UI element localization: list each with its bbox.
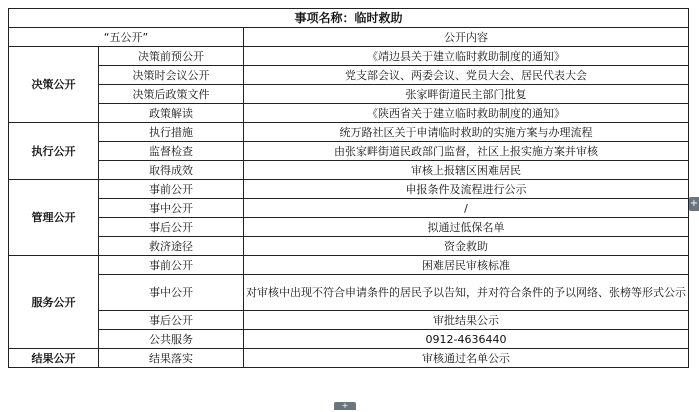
- row-item: 决策时会议公开: [99, 66, 244, 85]
- expand-column-handle[interactable]: +: [689, 198, 699, 209]
- row-content: 党支部会议、两委会议、党员大会、居民代表大会: [244, 66, 689, 85]
- row-item: 取得成效: [99, 161, 244, 180]
- table-row: [9, 218, 689, 237]
- title-row: [9, 9, 689, 28]
- row-content: 拟通过低保名单: [244, 218, 689, 237]
- table-row: [9, 275, 689, 311]
- row-content: 统万路社区关于申请临时救助的实施方案与办理流程: [244, 123, 689, 142]
- header-content: 公开内容: [244, 28, 689, 47]
- row-item: 决策前预公开: [99, 47, 244, 66]
- category-result: 结果公开: [9, 349, 99, 368]
- category-service: 服务公开: [9, 256, 99, 349]
- row-content: 张家畔街道民主部门批复: [244, 85, 689, 104]
- row-content: 困难居民审核标准: [244, 256, 689, 275]
- expand-row-handle[interactable]: +: [334, 402, 356, 410]
- table-row: [9, 161, 689, 180]
- header-row: [9, 28, 689, 47]
- table-title: 事项名称：临时救助: [9, 9, 689, 28]
- table-row: [9, 237, 689, 256]
- row-content: 审核上报辖区困难居民: [244, 161, 689, 180]
- row-content: /: [244, 199, 689, 218]
- row-item: 救济途径: [99, 237, 244, 256]
- row-content: 资金救助: [244, 237, 689, 256]
- table-row: [9, 256, 689, 275]
- table-row: [9, 123, 689, 142]
- row-content: 审批结果公示: [244, 311, 689, 330]
- category-decision: 决策公开: [9, 47, 99, 123]
- table-row: [9, 47, 689, 66]
- row-item: 政策解读: [99, 104, 244, 123]
- row-item: 事中公开: [99, 275, 244, 311]
- row-content: 由张家畔街道民政部门监督，社区上报实施方案并审核: [244, 142, 689, 161]
- row-item: 监督检查: [99, 142, 244, 161]
- row-item: 结果落实: [99, 349, 244, 368]
- category-management: 管理公开: [9, 180, 99, 256]
- disclosure-table: [8, 8, 689, 368]
- row-item: 决策后政策文件: [99, 85, 244, 104]
- table-row: [9, 85, 689, 104]
- header-five-disclosures: “五公开”: [9, 28, 244, 47]
- table-row: [9, 66, 689, 85]
- row-content: 对审核中出现不符合申请条件的居民予以告知，并对符合条件的予以网络、张榜等形式公示: [244, 275, 689, 311]
- row-item: 执行措施: [99, 123, 244, 142]
- table-row: [9, 311, 689, 330]
- table-row: [9, 142, 689, 161]
- row-content: 《靖边县关于建立临时救助制度的通知》: [244, 47, 689, 66]
- row-item: 事后公开: [99, 218, 244, 237]
- row-content: 申报条件及流程进行公示: [244, 180, 689, 199]
- row-item: 事前公开: [99, 256, 244, 275]
- row-item: 事中公开: [99, 199, 244, 218]
- table-row: [9, 199, 689, 218]
- table-row: [9, 330, 689, 349]
- row-content: 《陕西省关于建立临时救助制度的通知》: [244, 104, 689, 123]
- table-row: [9, 349, 689, 368]
- category-execution: 执行公开: [9, 123, 99, 180]
- row-item: 事前公开: [99, 180, 244, 199]
- row-item: 公共服务: [99, 330, 244, 349]
- row-item: 事后公开: [99, 311, 244, 330]
- table-row: [9, 104, 689, 123]
- row-content: 审核通过名单公示: [244, 349, 689, 368]
- table-row: [9, 180, 689, 199]
- row-content: 0912-4636440: [244, 330, 689, 349]
